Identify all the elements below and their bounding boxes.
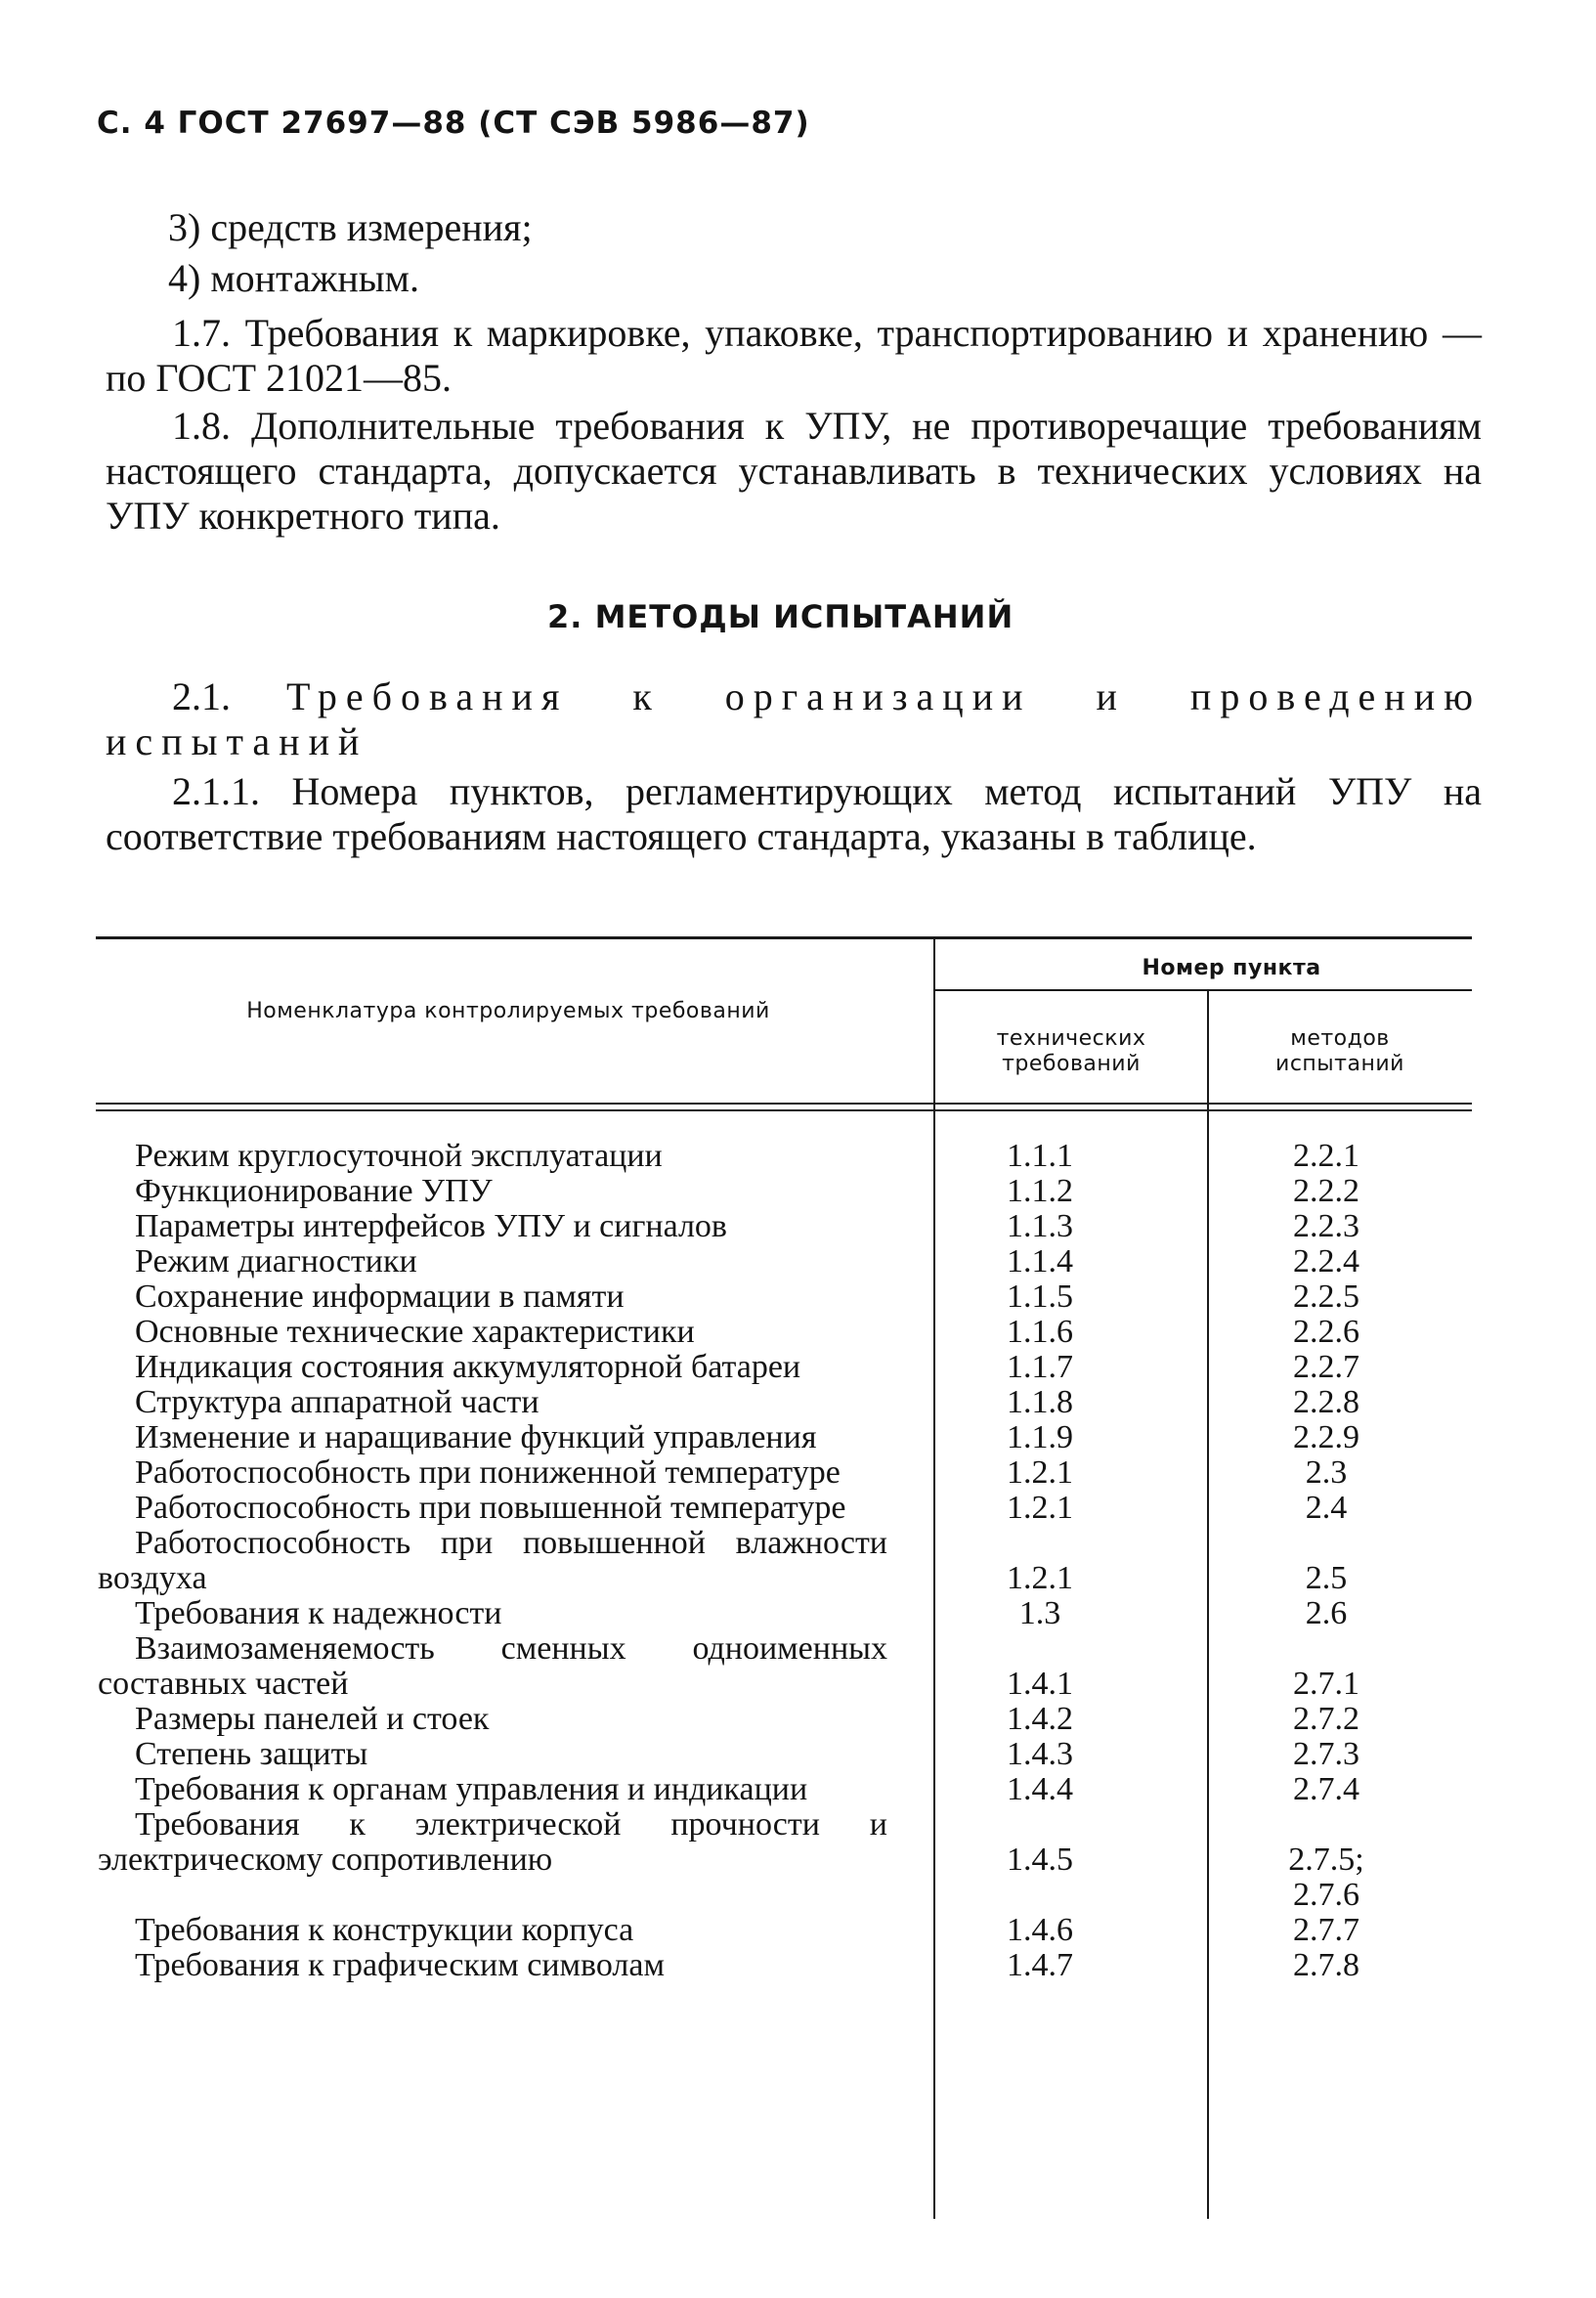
table-row: Взаимозаменяемость сменных одноименных составных частей 1.4.1 2.7.1 [98, 1630, 1359, 1702]
table-row: Размеры панелей и стоек 1.4.2 2.7.2 [135, 1701, 1359, 1737]
table-header-rule-2 [96, 1109, 1472, 1111]
table-row: Работоспособность при повышенной влажности воздуха 1.2.1 2.5 [98, 1525, 1348, 1596]
table-header-nomenclature: Номенклатура контролируемых требований [246, 999, 770, 1023]
table-row: Индикация состояния аккумуляторной батареи 1.1.7 2.2.7 [135, 1349, 1359, 1385]
table-row: Работоспособность при пониженной температуре 1.2.1 2.3 [135, 1454, 1348, 1491]
subsection-title: Требования к организации и проведению испытаний [106, 674, 1482, 763]
table-row: Функционирование УПУ 1.1.2 2.2.2 [135, 1173, 1359, 1209]
table-row: Требования к электрической прочности и электрическому сопротивлению 1.4.5 2.7.5; 2.7.6 [98, 1806, 1364, 1913]
table-row: Режим круглосуточной эксплуатации 1.1.1 2.2.1 [135, 1138, 1359, 1174]
paragraph-1-7: 1.7. Требования к маркировке, упаковке, транспортированию и хранению — по ГОСТ 21021—85. [106, 311, 1482, 400]
table-row: Требования к органам управления и индикации 1.4.4 2.7.4 [135, 1771, 1359, 1807]
paragraph-1-8: 1.8. Дополнительные требования к УПУ, не противоречащие требованиям настоящего стандарта, допускается устанавливать в технических условиях на УПУ конкретного типа. [106, 404, 1482, 538]
table-header-tech: технических требований [996, 1026, 1146, 1076]
table-header-group: Номер пункта [1142, 956, 1321, 980]
table-group-rule [934, 989, 1472, 991]
table-row: Требования к графическим символам 1.4.7 2.7.8 [135, 1947, 1359, 1983]
table-row: Степень защиты 1.4.3 2.7.3 [135, 1736, 1359, 1772]
list-item-3: 3) средств измерения; [168, 205, 533, 249]
table-row: Работоспособность при повышенной температуре 1.2.1 2.4 [135, 1490, 1348, 1526]
table-row: Основные технические характеристики 1.1.6 2.2.6 [135, 1314, 1359, 1350]
table-row: Изменение и наращивание функций управления 1.1.9 2.2.9 [135, 1419, 1359, 1455]
table-row: Структура аппаратной части 1.1.8 2.2.8 [135, 1384, 1359, 1420]
table-row: Требования к конструкции корпуса 1.4.6 2.7.7 [135, 1912, 1359, 1948]
section-title: 2. МЕТОДЫ ИСПЫТАНИЙ [547, 598, 1014, 635]
page-header: С. 4 ГОСТ 27697—88 (СТ СЭВ 5986—87) [97, 106, 810, 141]
subsection-heading [106, 674, 1482, 764]
table-top-rule [96, 936, 1472, 939]
table-header-rule-1 [96, 1103, 1472, 1105]
paragraph-2-1-1: 2.1.1. Номера пунктов, регламентирующих метод испытаний УПУ на соответствие требованиям настоящего стандарта, указаны в таблице. [106, 769, 1482, 858]
table-row: Сохранение информации в памяти 1.1.5 2.2.5 [135, 1279, 1359, 1315]
table-row: Параметры интерфейсов УПУ и сигналов 1.1.3 2.2.3 [135, 1208, 1359, 1244]
table-header-methods: методов испытаний [1275, 1026, 1404, 1076]
subsection-number: 2.1. [172, 674, 231, 718]
table-row: Требования к надежности 1.3 2.6 [135, 1595, 1348, 1631]
table-body [98, 1139, 1486, 1983]
list-item-4: 4) монтажным. [168, 256, 419, 300]
table-row: Режим диагностики 1.1.4 2.2.4 [135, 1243, 1359, 1279]
